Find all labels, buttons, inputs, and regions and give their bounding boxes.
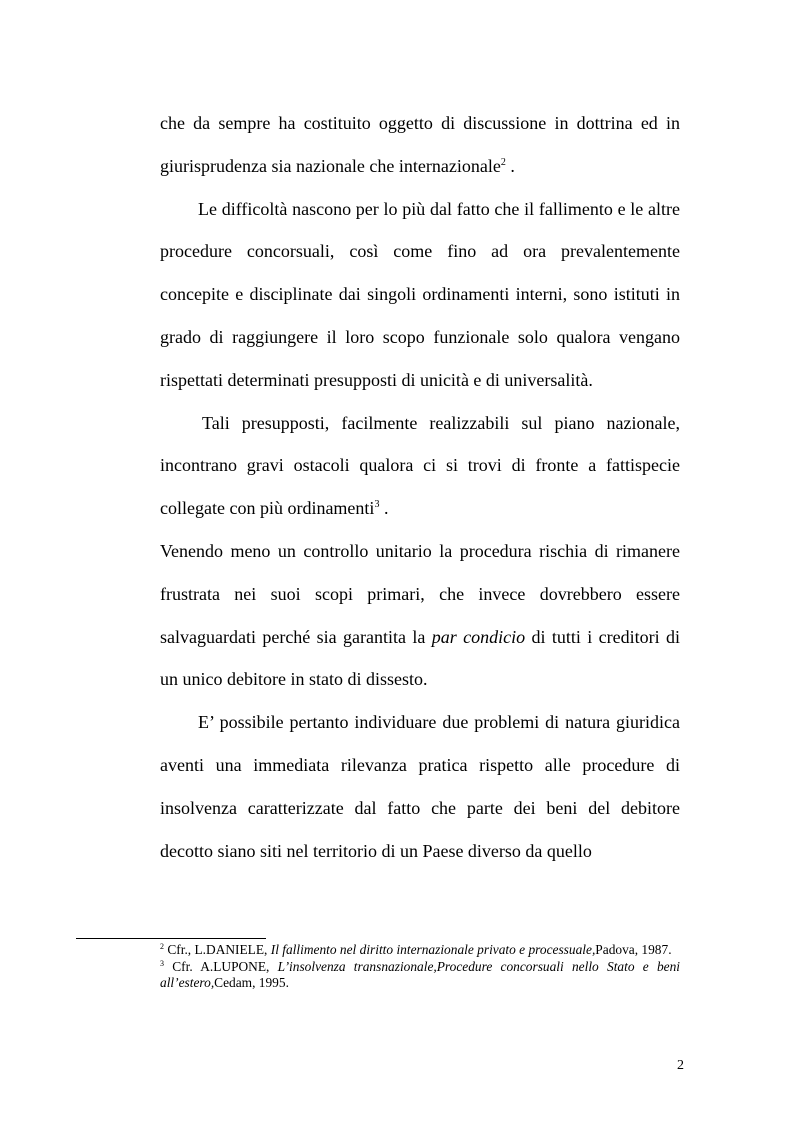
footnote-ref-2[interactable]: 2: [500, 156, 506, 168]
paragraph-4-before: Venendo meno un controllo unitario la procedura rischia di rimanere frustrata nei suoi scopi primari, che invece dovrebbero essere salvaguardati perché sia garantita la: [160, 540, 680, 647]
page-number: 2: [677, 1058, 684, 1073]
footnotes: [160, 942, 680, 992]
footnote-2-number: 2: [160, 942, 164, 951]
footnote-3-number: 3: [160, 958, 164, 968]
paragraph-3: [160, 402, 680, 530]
paragraph-1-text: che da sempre ha costituito oggetto di discussione in dottrina ed in giurisprudenza sia nazionale che internazionale: [160, 113, 680, 176]
footnote-2-after: Padova, 1987.: [595, 942, 672, 957]
footnote-3: [160, 959, 680, 992]
main-text: [160, 102, 680, 872]
paragraph-3-text: Tali presupposti, facilmente realizzabili sul piano nazionale, incontrano gravi ostacoli qualora ci si trovi di fronte a fattispecie collegate con più ordinamenti: [160, 412, 680, 519]
paragraph-2: Le difficoltà nascono per lo più dal fatto che il fallimento e le altre procedure concorsuali, così come fino ad ora prevalentemente concepite e disciplinate dai singoli ordinamenti interni, sono istituti in grado di raggiungere il loro scopo funzionale solo qualora vengano rispettati determinati presupposti di unicità e di universalità.: [160, 198, 680, 390]
footnote-2: [160, 942, 680, 959]
footnote-3-title: L’insolvenza transnazionale,Procedure concorsuali nello Stato e beni all’estero,: [160, 958, 680, 990]
footnote-3-before: Cfr. A.LUPONE,: [164, 958, 278, 974]
paragraph-4: [160, 530, 680, 701]
paragraph-4-italic: par condicio: [431, 626, 526, 647]
paragraph-4-after: di tutti i creditori di un unico debitore in stato di dissesto.: [160, 626, 680, 690]
footnote-2-title: Il fallimento nel diritto internazionale privato e processuale,: [270, 942, 596, 957]
footnote-separator: [76, 938, 266, 939]
footnote-3-after: Cedam, 1995.: [214, 975, 289, 990]
paragraph-1-end: .: [505, 155, 515, 176]
paragraph-5: E’ possibile pertanto individuare due problemi di natura giuridica aventi una immediata rilevanza pratica rispetto alle procedure di insolvenza caratterizzate dal fatto che parte dei beni del debitore decotto siano siti nel territorio di un Paese diverso da quello: [160, 712, 680, 861]
paragraph-3-end: .: [379, 498, 389, 519]
footnote-ref-3[interactable]: 3: [374, 499, 380, 511]
footnote-2-before: Cfr., L.DANIELE,: [164, 942, 271, 957]
paragraph-1: [160, 102, 680, 188]
